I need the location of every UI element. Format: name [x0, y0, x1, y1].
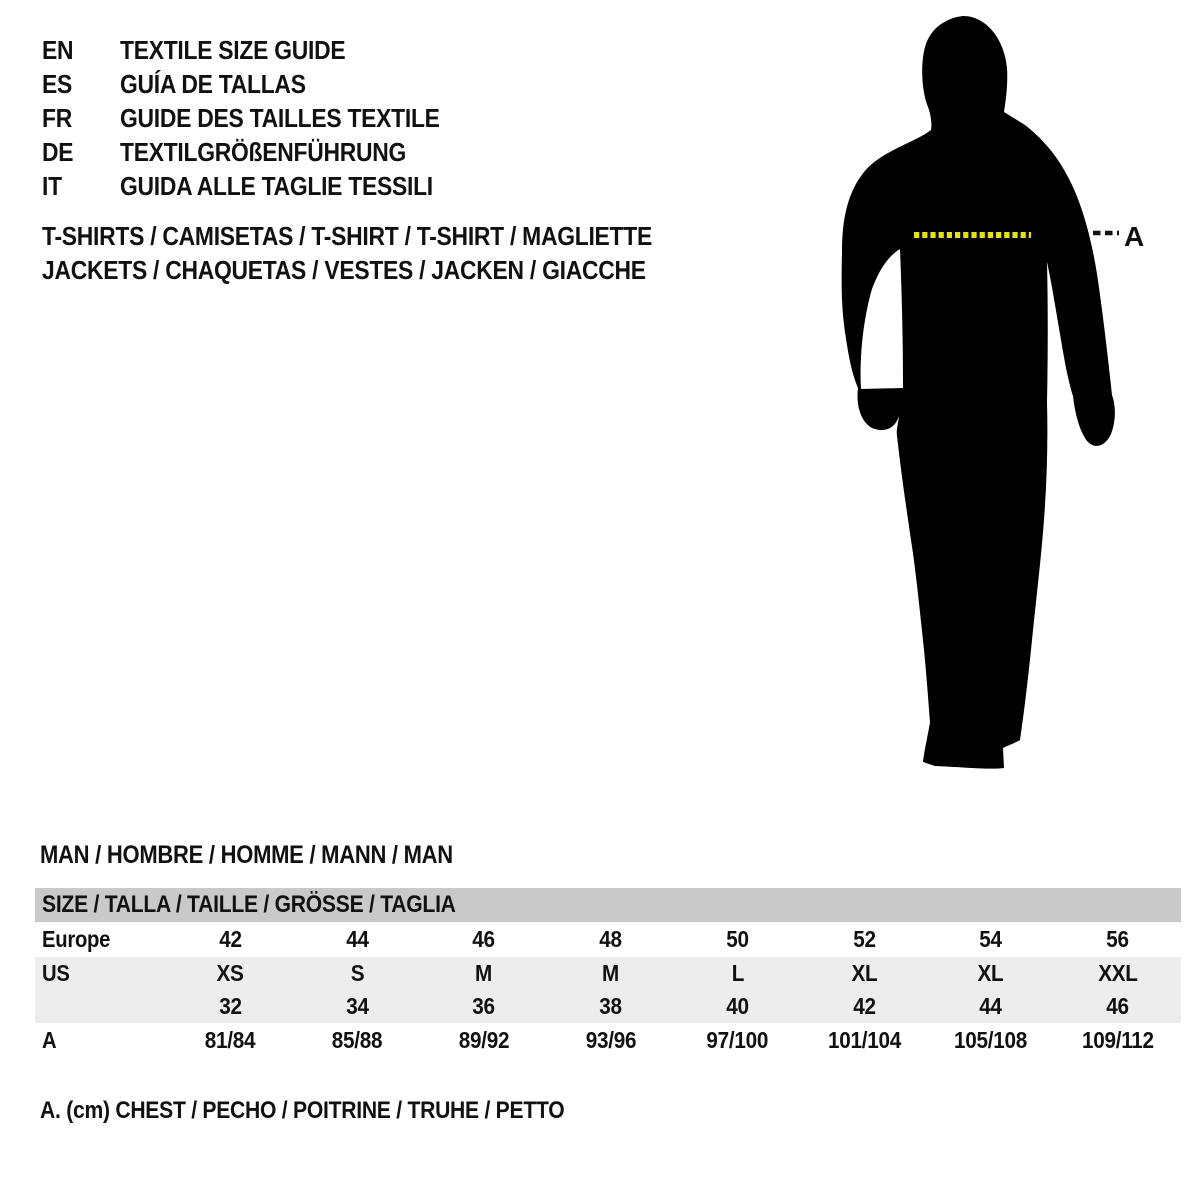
- row-label: Europe: [42, 926, 111, 952]
- cell-value: 89/92: [458, 1027, 510, 1053]
- cell-value: 46: [472, 926, 496, 952]
- cell-value: 105/108: [954, 1027, 1028, 1053]
- product-line-tshirts: T-SHIRTS / CAMISETAS / T-SHIRT / T-SHIRT / MAGLIETTE: [42, 221, 652, 251]
- footnote: [40, 1097, 636, 1125]
- section-title-text: MAN / HOMBRE / HOMME / MANN / MAN: [40, 841, 453, 869]
- language-code: ES: [42, 69, 73, 99]
- language-label: GUÍA DE TALLAS: [120, 69, 306, 99]
- language-label: TEXTILE SIZE GUIDE: [120, 35, 346, 65]
- cell-value: 42: [852, 993, 876, 1019]
- product-types: [42, 219, 735, 287]
- cell-value: 44: [979, 993, 1003, 1019]
- cell-value: L: [731, 960, 744, 986]
- cell-value: 48: [599, 926, 622, 952]
- cell-value: XS: [216, 960, 244, 986]
- size-table: [35, 888, 1181, 1058]
- language-code: IT: [42, 171, 62, 201]
- cell-value: S: [350, 960, 364, 986]
- cell-value: 36: [472, 993, 496, 1019]
- table-row-us: [35, 957, 1181, 990]
- man-figure-svg: [820, 0, 1200, 800]
- man-figure: [820, 0, 1200, 800]
- table-row-chest: [35, 1023, 1181, 1058]
- cell-value: M: [602, 960, 620, 986]
- language-code: FR: [42, 103, 72, 133]
- row-label: US: [42, 960, 70, 986]
- cell-value: 42: [219, 926, 242, 952]
- cell-value: XXL: [1097, 960, 1138, 986]
- cell-value: 40: [726, 993, 749, 1019]
- measure-label-a: A: [1124, 221, 1145, 252]
- language-row: [42, 67, 483, 101]
- language-code: EN: [42, 35, 74, 65]
- language-code: DE: [42, 137, 74, 167]
- language-label: TEXTILGRÖßENFÜHRUNG: [120, 137, 407, 167]
- cell-value: 81/84: [205, 1027, 256, 1053]
- cell-value: 52: [852, 926, 876, 952]
- cell-value: 101/104: [827, 1027, 901, 1053]
- cell-value: 50: [726, 926, 749, 952]
- cell-value: 46: [1106, 993, 1129, 1019]
- cell-value: 34: [345, 993, 369, 1019]
- row-label: A: [42, 1027, 57, 1053]
- size-table-header-text: SIZE / TALLA / TAILLE / GRÖSSE / TAGLIA: [42, 891, 456, 918]
- language-list: [42, 33, 483, 203]
- cell-value: XL: [977, 960, 1004, 986]
- language-label: GUIDA ALLE TAGLIE TESSILI: [120, 171, 433, 201]
- cell-value: 44: [345, 926, 369, 952]
- cell-value: 93/96: [585, 1027, 636, 1053]
- cell-value: 109/112: [1081, 1027, 1154, 1053]
- footnote-text: A. (cm) CHEST / PECHO / POITRINE / TRUHE / PETTO: [40, 1097, 565, 1124]
- product-line-jackets: JACKETS / CHAQUETAS / VESTES / JACKEN / GIACCHE: [42, 255, 646, 285]
- table-band: [35, 957, 1181, 1023]
- language-label: GUIDE DES TAILLES TEXTILE: [120, 103, 440, 133]
- cell-value: 38: [599, 993, 622, 1019]
- cell-value: 54: [979, 926, 1003, 952]
- language-row: [42, 101, 483, 135]
- size-table-header: [35, 888, 1181, 922]
- cell-value: 56: [1106, 926, 1129, 952]
- table-row-numeric: [35, 990, 1181, 1023]
- table-row-europe: [35, 922, 1181, 957]
- man-silhouette: [842, 16, 1115, 769]
- section-title: [40, 841, 509, 870]
- cell-value: M: [475, 960, 493, 986]
- cell-value: 32: [219, 993, 242, 1019]
- language-row: [42, 169, 483, 203]
- cell-value: 85/88: [331, 1027, 383, 1053]
- cell-value: 97/100: [706, 1027, 769, 1053]
- language-row: [42, 135, 483, 169]
- cell-value: XL: [851, 960, 878, 986]
- language-row: [42, 33, 483, 67]
